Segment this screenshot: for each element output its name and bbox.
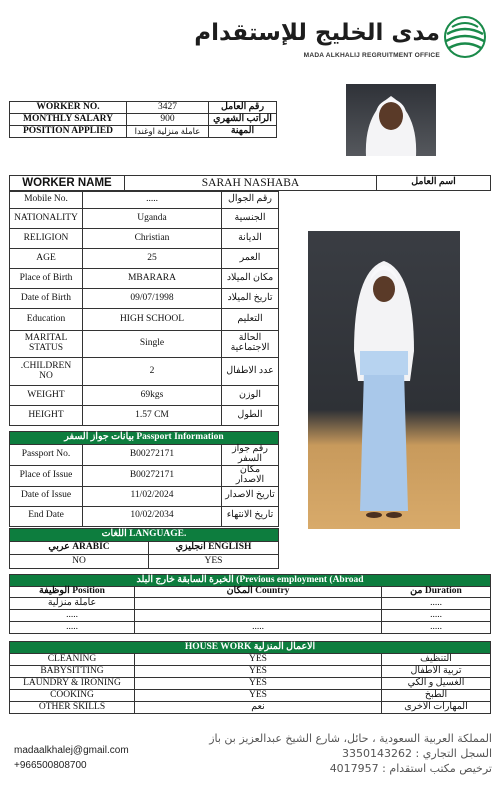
passport-table	[9, 431, 279, 527]
worker-no-label: WORKER NO.	[10, 102, 127, 114]
logo-arabic-text: مدى الخليج للإستقدام	[194, 20, 440, 46]
experience-country	[135, 610, 382, 622]
footer-cr: السجل التجاري : 3350143262	[342, 747, 492, 760]
experience-col-country: المكان Country	[135, 587, 382, 598]
passport-row	[10, 465, 279, 486]
passport-label: End Date	[10, 506, 83, 526]
housework-value: YES	[135, 690, 382, 702]
detail-value: Single	[83, 331, 222, 358]
housework-row	[10, 678, 491, 690]
details-row	[10, 192, 279, 209]
detail-ar: الطول	[222, 406, 279, 426]
housework-ar: الطبخ	[382, 690, 491, 702]
experience-duration: .....	[382, 610, 491, 622]
details-row	[10, 209, 279, 229]
top-info-table	[9, 101, 277, 138]
position-value: عاملة منزلية اوغندا	[127, 126, 209, 138]
experience-table	[9, 574, 491, 634]
worker-name-ar: اسم العامل	[377, 176, 491, 191]
experience-duration: .....	[382, 622, 491, 634]
detail-label: AGE	[10, 249, 83, 269]
detail-label: WEIGHT	[10, 386, 83, 406]
logo	[194, 14, 492, 64]
housework-row	[10, 690, 491, 702]
housework-label: COOKING	[10, 690, 135, 702]
worker-name-table	[9, 175, 491, 191]
detail-value: MBARARA	[83, 269, 222, 289]
housework-ar: التنظيف	[382, 654, 491, 666]
detail-value: Christian	[83, 229, 222, 249]
detail-label: Date of Birth	[10, 289, 83, 309]
passport-value: 10/02/2034	[83, 506, 222, 526]
position-label: POSITION APPLIED	[10, 126, 127, 138]
language-english-label: انجليزي ENGLISH	[149, 542, 279, 555]
detail-label: RELIGION	[10, 229, 83, 249]
detail-ar: الحالة الاجتماعية	[222, 331, 279, 358]
housework-row	[10, 666, 491, 678]
housework-value: نعم	[135, 702, 382, 714]
housework-ar: تربية الاطفال	[382, 666, 491, 678]
details-row	[10, 269, 279, 289]
worker-name-value: SARAH NASHABA	[125, 176, 377, 191]
passport-ar: رقم جواز السفر	[222, 445, 279, 466]
housework-value: YES	[135, 654, 382, 666]
housework-label: OTHER SKILLS	[10, 702, 135, 714]
housework-header: HOUSE WORK الاعمال المنزلية	[10, 642, 491, 654]
footer-license: ترخيص مكتب استقدام : 4017957	[329, 762, 492, 775]
detail-value: 1.57 CM	[83, 406, 222, 426]
housework-label: CLEANING	[10, 654, 135, 666]
details-table	[9, 191, 279, 426]
housework-label: LAUNDRY & IRONING	[10, 678, 135, 690]
detail-label: MARITAL STATUS	[10, 331, 83, 358]
detail-ar: العمر	[222, 249, 279, 269]
salary-value: 900	[127, 114, 209, 126]
language-arabic-value: NO	[10, 555, 149, 569]
worker-name-label: WORKER NAME	[10, 176, 125, 191]
detail-value: 69kgs	[83, 386, 222, 406]
footer-phone: +966500808700	[14, 760, 87, 771]
experience-position: عاملة منزلية	[10, 598, 135, 610]
details-row	[10, 289, 279, 309]
details-row	[10, 386, 279, 406]
footer-address: المملكة العربية السعودية ، حائل، شارع الشيخ عبدالعزيز بن باز	[209, 732, 492, 745]
experience-header: الخبرة السابقة خارج البلد (Previous employment (Abroad	[10, 575, 491, 587]
experience-duration: .....	[382, 598, 491, 610]
detail-ar: مكان الميلاد	[222, 269, 279, 289]
passport-ar: تاريخ الاصدار	[222, 486, 279, 506]
position-ar: المهنة	[209, 126, 277, 138]
passport-row	[10, 445, 279, 466]
housework-ar: المهارات الاخرى	[382, 702, 491, 714]
passport-label: Date of Issue	[10, 486, 83, 506]
passport-label: Place of Issue	[10, 465, 83, 486]
details-row	[10, 406, 279, 426]
worker-no-ar: رقم العامل	[209, 102, 277, 114]
full-body-photo	[308, 231, 460, 529]
language-arabic-label: عربي ARABIC	[10, 542, 149, 555]
detail-ar: الوزن	[222, 386, 279, 406]
globe-logo-icon	[442, 14, 488, 60]
housework-ar: الغسيل و الكي	[382, 678, 491, 690]
language-header: اللغات LANGUAGE.	[10, 529, 279, 542]
detail-value: HIGH SCHOOL	[83, 309, 222, 331]
passport-value: B00272171	[83, 465, 222, 486]
experience-country	[135, 598, 382, 610]
housework-table	[9, 641, 491, 714]
details-row	[10, 358, 279, 386]
passport-value: 11/02/2024	[83, 486, 222, 506]
detail-label: Mobile No.	[10, 192, 83, 209]
worker-no-value: 3427	[127, 102, 209, 114]
detail-value: 2	[83, 358, 222, 386]
details-row	[10, 229, 279, 249]
detail-value: 25	[83, 249, 222, 269]
detail-ar: الديانة	[222, 229, 279, 249]
salary-ar: الراتب الشهري	[209, 114, 277, 126]
passport-row	[10, 506, 279, 526]
detail-label: .CHILDREN NO	[10, 358, 83, 386]
passport-ar: مكان الاصدار	[222, 465, 279, 486]
experience-position: .....	[10, 622, 135, 634]
passport-value: B00272171	[83, 445, 222, 466]
housework-row	[10, 702, 491, 714]
detail-value: 09/07/1998	[83, 289, 222, 309]
logo-english-text: MADA ALKHALIJ REGRUITMENT OFFICE	[303, 52, 440, 59]
details-row	[10, 331, 279, 358]
passport-ar: تاريخ الانتهاء	[222, 506, 279, 526]
language-table	[9, 528, 279, 569]
language-english-value: YES	[149, 555, 279, 569]
housework-label: BABYSITTING	[10, 666, 135, 678]
detail-ar: عدد الاطفال	[222, 358, 279, 386]
detail-ar: الجنسية	[222, 209, 279, 229]
passport-row	[10, 486, 279, 506]
experience-col-position: الوظيفة Position	[10, 587, 135, 598]
housework-row	[10, 654, 491, 666]
detail-ar: رقم الجوال	[222, 192, 279, 209]
housework-value: YES	[135, 678, 382, 690]
details-row	[10, 249, 279, 269]
salary-label: MONTHLY SALARY	[10, 114, 127, 126]
footer-email: madaalkhalej@gmail.com	[14, 745, 129, 756]
detail-label: HEIGHT	[10, 406, 83, 426]
detail-ar: التعليم	[222, 309, 279, 331]
detail-label: Education	[10, 309, 83, 331]
experience-col-duration: من Duration	[382, 587, 491, 598]
passport-header: بيانات جواز السفر Passport Information	[10, 432, 279, 445]
detail-value: Uganda	[83, 209, 222, 229]
experience-country: .....	[135, 622, 382, 634]
headshot-photo	[346, 84, 436, 156]
experience-row	[10, 598, 491, 610]
detail-label: Place of Birth	[10, 269, 83, 289]
detail-value: .....	[83, 192, 222, 209]
experience-row	[10, 622, 491, 634]
experience-position: .....	[10, 610, 135, 622]
details-row	[10, 309, 279, 331]
detail-ar: تاريخ الميلاد	[222, 289, 279, 309]
detail-label: NATIONALITY	[10, 209, 83, 229]
passport-label: Passport No.	[10, 445, 83, 466]
housework-value: YES	[135, 666, 382, 678]
experience-row	[10, 610, 491, 622]
